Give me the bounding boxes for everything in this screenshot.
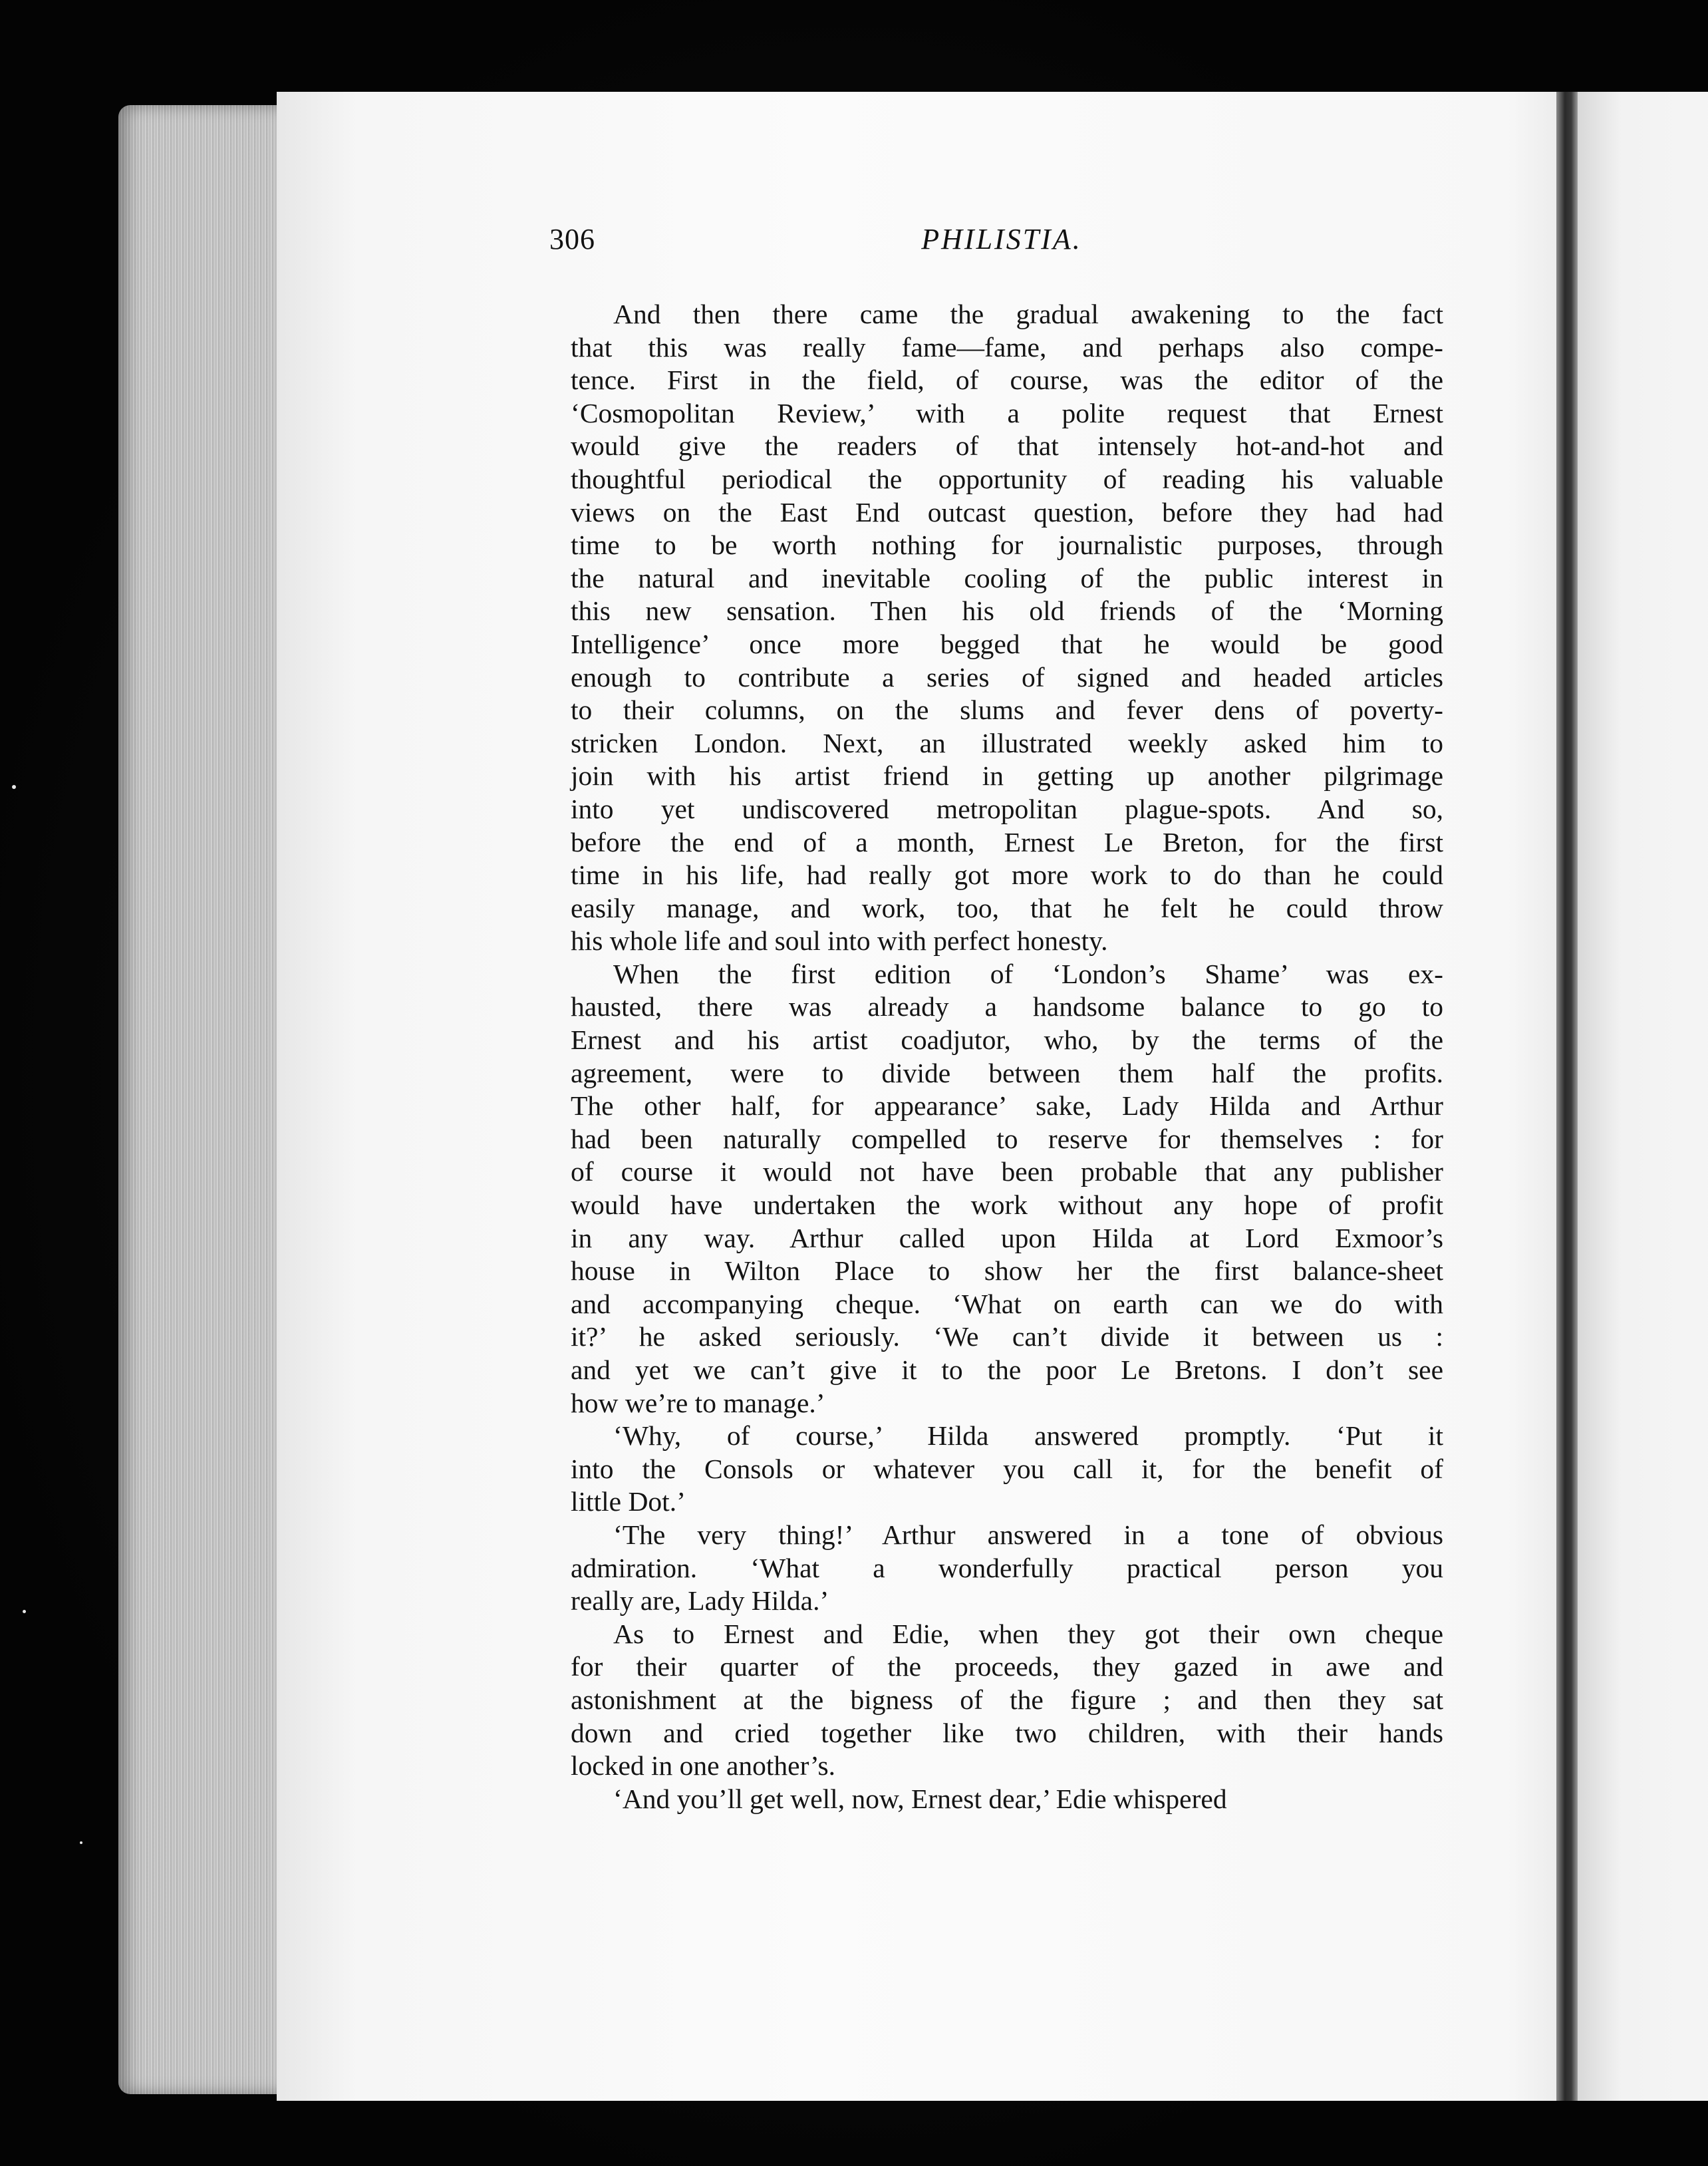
- text-line: Intelligence’ once more begged that he would be good: [571, 628, 1443, 659]
- running-title: PHILISTIA.: [921, 223, 1082, 255]
- text-line: join with his artist friend in getting up another pilgrimage: [571, 760, 1443, 792]
- paragraph: [571, 958, 1443, 1420]
- paragraph: [571, 1420, 1443, 1519]
- text-line: And then there came the gradual awakening to the fact: [613, 299, 1443, 329]
- running-head: [549, 222, 1454, 269]
- text-line: that this was really fame—fame, and perhaps also compe-: [571, 331, 1443, 363]
- text-line: views on the East End outcast question, before they had had: [571, 496, 1443, 528]
- text-line: The other half, for appearance’ sake, Lady Hilda and Arthur: [571, 1090, 1443, 1122]
- text-line: would have undertaken the work without any hope of profit: [571, 1189, 1443, 1221]
- text-line: down and cried together like two children, with their hands: [571, 1717, 1443, 1748]
- text-line: When the first edition of ‘London’s Shame’ was ex-: [613, 958, 1443, 989]
- text-line: ‘The very thing!’ Arthur answered in a tone of obvious: [613, 1519, 1443, 1550]
- text-line: and yet we can’t give it to the poor Le Bretons. I don’t see: [571, 1354, 1443, 1385]
- text-line: locked in one another’s.: [571, 1750, 835, 1781]
- book-fore-edge: [118, 105, 285, 2094]
- paragraph: [571, 298, 1443, 958]
- text-line: time to be worth nothing for journalistic purposes, through: [571, 530, 1443, 561]
- text-line: into the Consols or whatever you call it, for the benefit of: [571, 1453, 1443, 1484]
- text-line: hausted, there was already a handsome balance to go to: [571, 991, 1443, 1022]
- text-line: before the end of a month, Ernest Le Breton, for the first: [571, 826, 1443, 857]
- text-line: how we’re to manage.’: [571, 1387, 825, 1418]
- text-line: his whole life and soul into with perfect honesty.: [571, 925, 1108, 957]
- facing-page: [1578, 92, 1708, 2101]
- text-line: little Dot.’: [571, 1486, 686, 1517]
- text-line: admiration. ‘What a wonderfully practical person you: [571, 1552, 1443, 1583]
- text-line: thoughtful periodical the opportunity of reading his valuable: [571, 463, 1443, 494]
- text-line: ‘Cosmopolitan Review,’ with a polite request that Ernest: [571, 397, 1443, 428]
- text-line: As to Ernest and Edie, when they got their own cheque: [613, 1618, 1443, 1649]
- text-line: agreement, were to divide between them half the profits.: [571, 1057, 1443, 1088]
- text-line: stricken London. Next, an illustrated weekly asked him to: [571, 727, 1443, 758]
- text-line: ‘And you’ll get well, now, Ernest dear,’ Edie whispered: [613, 1783, 1227, 1814]
- text-line: would give the readers of that intensely hot-and-hot and: [571, 430, 1443, 462]
- text-line: into yet undiscovered metropolitan plague-spots. And so,: [571, 793, 1443, 824]
- text-line: to their columns, on the slums and fever dens of poverty-: [571, 695, 1443, 726]
- text-line: tence. First in the field, of course, was the editor of the: [571, 365, 1443, 396]
- text-line: astonishment at the bigness of the figure ; and then they sat: [571, 1684, 1443, 1715]
- text-line: Ernest and his artist coadjutor, who, by the terms of the: [571, 1024, 1443, 1056]
- text-line: time in his life, had really got more work to do than he could: [571, 859, 1443, 891]
- text-line: it?’ he asked seriously. ‘We can’t divide it between us :: [571, 1321, 1443, 1352]
- scan-speck: [23, 1610, 26, 1613]
- text-line: easily manage, and work, too, that he felt he could throw: [571, 892, 1443, 923]
- text-line: enough to contribute a series of signed and headed articles: [571, 661, 1443, 693]
- text-line: this new sensation. Then his old friends of the ‘Morning: [571, 595, 1443, 627]
- paragraph: [571, 1519, 1443, 1618]
- text-line: ‘Why, of course,’ Hilda answered promptly. ‘Put it: [613, 1420, 1443, 1452]
- scan-speck: [12, 785, 16, 789]
- paragraph: [571, 1783, 1443, 1816]
- text-line: really are, Lady Hilda.’: [571, 1585, 829, 1617]
- text-line: of course it would not have been probable that any publisher: [571, 1156, 1443, 1187]
- book-gutter: [1556, 92, 1578, 2101]
- text-line: house in Wilton Place to show her the first balance-sheet: [571, 1255, 1443, 1287]
- page-number: 306: [549, 223, 595, 255]
- body-text: [571, 298, 1443, 1815]
- text-line: and accompanying cheque. ‘What on earth can we do with: [571, 1288, 1443, 1319]
- paragraph: [571, 1618, 1443, 1783]
- text-line: in any way. Arthur called upon Hilda at Lord Exmoor’s: [571, 1222, 1443, 1253]
- text-line: had been naturally compelled to reserve for themselves : for: [571, 1123, 1443, 1154]
- text-line: the natural and inevitable cooling of the public interest in: [571, 562, 1443, 593]
- text-line: for their quarter of the proceeds, they gazed in awe and: [571, 1651, 1443, 1682]
- scan-speck: [80, 1841, 82, 1844]
